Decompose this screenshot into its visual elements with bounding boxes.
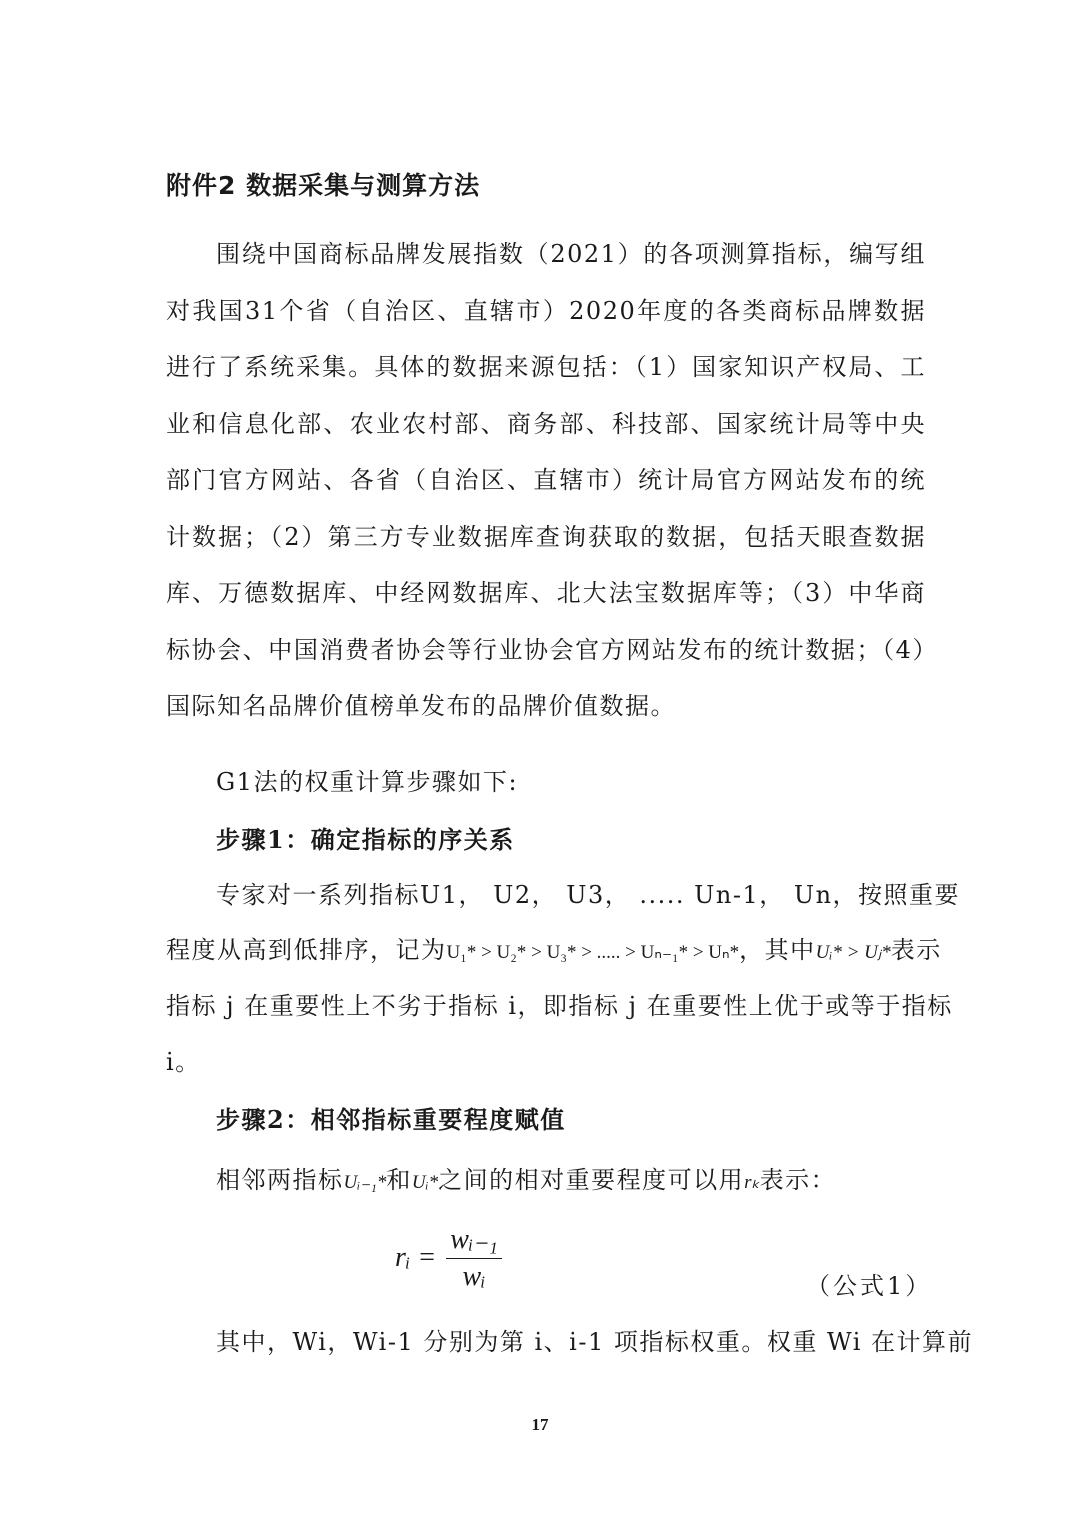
step2-text-and: 和 <box>386 1166 412 1194</box>
math-r-k: rₖ <box>744 1172 760 1193</box>
formula-lhs: rᵢ = <box>395 1241 437 1273</box>
formula-fraction <box>446 1222 502 1293</box>
step2-text-suffix: 表示： <box>759 1166 837 1194</box>
step2-heading: 步骤2：相邻指标重要程度赋值 <box>216 1105 566 1134</box>
step1-line3: 指标 j 在重要性上不劣于指标 i，即指标 j 在重要性上优于或等于指标 <box>166 992 953 1020</box>
math-u-i-minus-1: Uᵢ₋₁* <box>343 1172 387 1193</box>
pair-relation-math: Uᵢ* > Uⱼ* <box>815 942 891 963</box>
math-u-i: Uᵢ* <box>411 1172 439 1193</box>
step2-line <box>216 1160 976 1195</box>
g1-intro: G1法的权重计算步骤如下: <box>216 768 519 796</box>
formula-label: （公式1） <box>806 1272 933 1300</box>
step2-text-mid: 之间的相对重要程度可以用 <box>438 1166 745 1194</box>
step1-line2-mid: ，其中 <box>739 936 816 964</box>
page-number: 17 <box>531 1415 549 1434</box>
step1-line1: 专家对一系列指标U1， U2， U3， ..... Un-1， Un，按照重要 <box>216 881 961 909</box>
step2-text-prefix: 相邻两指标 <box>216 1166 344 1194</box>
order-relation-math: U₁* > U₂* > U₃* > ..... > Uₙ₋₁* > Uₙ* <box>446 942 740 963</box>
formula-numerator: wᵢ₋₁ <box>446 1222 502 1259</box>
step1-heading: 步骤1：确定指标的序关系 <box>216 825 515 854</box>
step1-line2-suffix: 表示 <box>890 936 942 964</box>
formula-denominator: wᵢ <box>462 1261 486 1292</box>
step1-line2 <box>166 930 942 965</box>
intro-paragraph: 围绕中国商标品牌发展指数（2021）的各项测算指标，编写组对我国31个省（自治区、直辖市）2020年度的各类商标品牌数据进行了系统采集。具体的数据来源包括：（1）国家知识产权局、工业和信息化部、农业农村部、商务部、科技部、国家统计局等中央部门官方网站、各省（自治区、直辖市）统计局官方网站发布的统计数据；（2）第三方专业数据库查询获取的数据，包括天眼查数据库、万德数据库、中经网数据库、北大法宝数据库等；（3）中华商标协会、中国消费者协会等行业协会官方网站发布的统计数据；（4）国际知名品牌价值榜单发布的品牌价值数据。 <box>166 240 926 720</box>
formula-1 <box>395 1222 502 1293</box>
closing-line: 其中，Wi，Wi-1 分别为第 i、i-1 项指标权重。权重 Wi 在计算前 <box>216 1328 974 1356</box>
step1-line2-prefix: 程度从高到低排序，记为 <box>166 936 447 964</box>
step1-line4: i。 <box>166 1048 201 1076</box>
page-title: 附件2 数据采集与测算方法 <box>166 171 481 200</box>
